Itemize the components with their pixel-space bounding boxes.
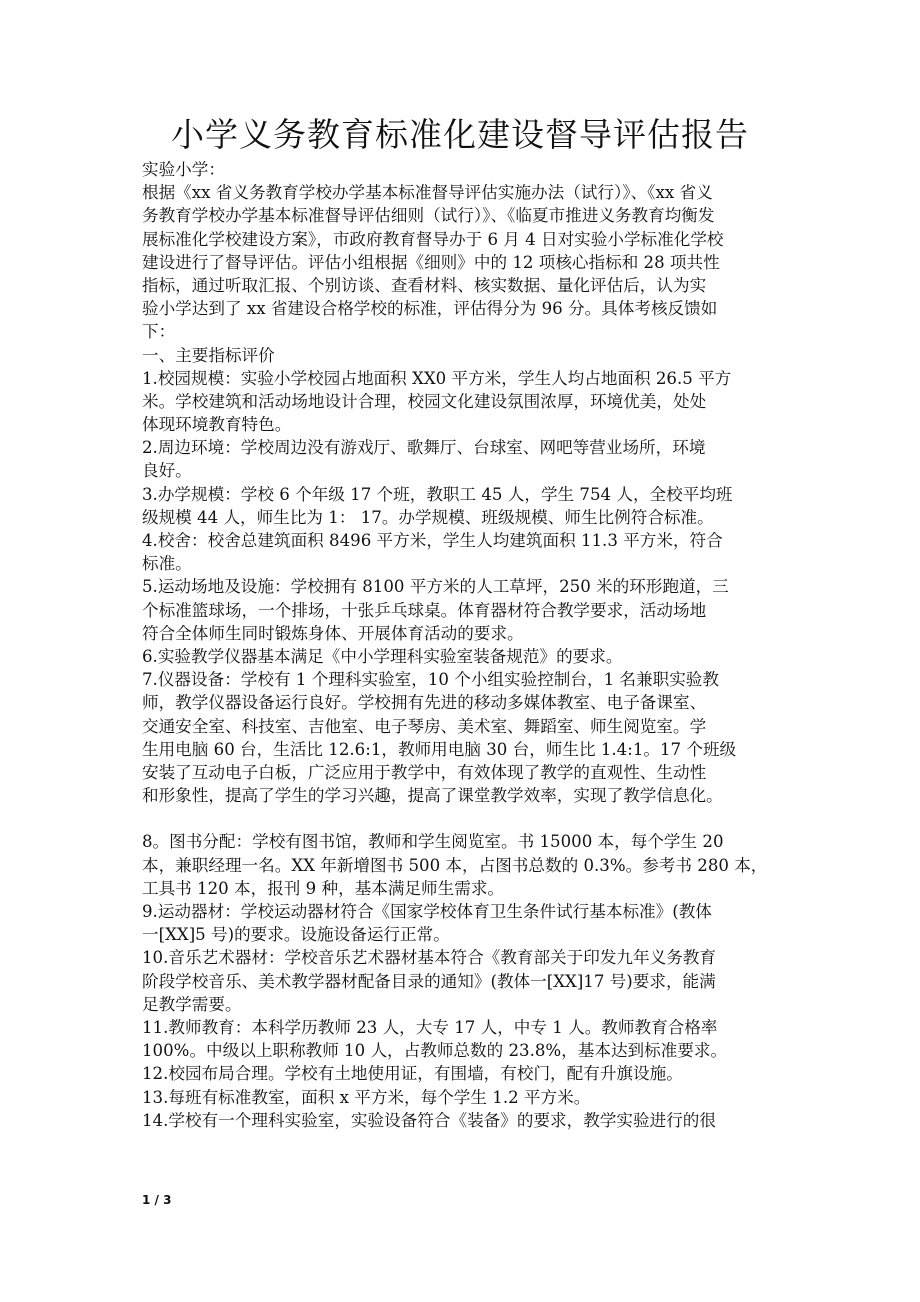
text-line: 下： [142,322,176,342]
text-line: 1.校园规模：实验小学校园占地面积 XX0 平方米，学生人均占地面积 26.5 平方 [142,368,732,388]
text-line: 实验小学： [142,160,225,179]
text-line: 米。学校建筑和活动场地设计合理，校园文化建设氛围浓厚，环境优美，处处 [142,391,707,411]
text-line: 3.办学规模：学校 6 个年级 17 个班，教职工 45 人，学生 754 人，全校平均班 [142,484,733,504]
text-line: 一、主要指标评价 [142,345,275,365]
text-line: 8。图书分配：学校有图书馆，教师和学生阅览室。书 15000 本，每个学生 20 [142,832,724,852]
text-line: 生用电脑 60 台，生活比 12.6:1，教师用电脑 30 台，师生比 1.4:1。17 个班级 [142,739,737,759]
text-line: 4.校舍：校舍总建筑面积 8496 平方米，学生人均建筑面积 11.3 平方米，符合 [142,531,723,550]
text-line: 和形象性，提高了学生的学习兴趣，提高了课堂教学效率，实现了教学信息化。 [142,786,723,806]
text-line: 级规模 44 人，师生比为 1： 17。办学规模、班级规模、师生比例符合标准。 [142,507,714,527]
text-line: 指标，通过听取汇报、个别访谈、查看材料、核实数据、量化评估后，认为实 [142,275,707,295]
text-line: 标准。 [142,554,192,574]
document-body [142,158,794,1132]
text-line: 工具书 120 本，报刊 9 种，基本满足师生需求。 [142,878,505,898]
text-line: 展标准化学校建设方案》，市政府教育督导办于 6 月 4 日对实验小学标准化学校 [142,229,724,249]
text-line: 个标准篮球场，一个排场，十张乒乓球桌。体育器材符合教学要求，活动场地 [142,600,707,620]
text-line: 建设进行了督导评估。评估小组根据《细则》中的 12 项核心指标和 28 项共性 [142,252,720,272]
text-line: 12.校园布局合理。学校有土地使用证，有围墙，有校门，配有升旗设施。 [142,1064,683,1084]
text-line: 100%。中级以上职称教师 10 人，占教师总数的 23.8%，基本达到标准要求。 [142,1041,728,1061]
text-line: 根据《xx 省义务教育学校办学基本标准督导评估实施办法（试行）》、《xx 省义 [142,183,713,203]
text-line: 2.周边环境：学校周边没有游戏厅、歌舞厅、台球室、网吧等营业场所，环境 [142,438,706,458]
text-line: 本，兼职经理一名。XX 年新增图书 500 本，占图书总数的 0.3%。参考书 280 本， [142,855,768,875]
blank-line [142,807,794,830]
text-line: 11.教师教育：本科学历教师 23 人，大专 17 人，中专 1 人。教师教育合格率 [142,1017,718,1037]
text-line: 体现环境教育特色。 [142,415,292,435]
text-line: 一[XX]5 号)的要求。设施设备运行正常。 [142,925,450,945]
text-line: 阶段学校音乐、美术教学器材配备目录的通知》(教体一[XX]17 号)要求，能满 [142,971,716,991]
text-line: 务教育学校办学基本标准督导评估细则（试行）》、《临夏市推进义务教育均衡发 [142,206,715,226]
text-line: 14.学校有一个理科实验室，实验设备符合《装备》的要求，教学实验进行的很 [142,1110,716,1130]
text-line: 验小学达到了 xx 省建设合格学校的标准，评估得分为 96 分。具体考核反馈如 [142,299,718,319]
page-number: 1 / 3 [142,1193,172,1207]
text-line: 7.仪器设备：学校有 1 个理科实验室，10 个小组实验控制台，1 名兼职实验教 [142,670,719,690]
document-title: 小学义务教育标准化建设督导评估报告 [171,115,749,154]
text-line: 9.运动器材：学校运动器材符合《国家学校体育卫生条件试行基本标准》(教体 [142,902,712,921]
text-line: 足教学需要。 [142,994,242,1014]
text-line: 6.实验教学仪器基本满足《中小学理科实验室装备规范》的要求。 [142,646,623,666]
text-line: 符合全体师生同时锻炼身体、开展体育活动的要求。 [142,623,524,643]
text-line: 交通安全室、科技室、吉他室、电子琴房、美术室、舞蹈室、师生阅览室。学 [142,716,707,736]
text-line: 10.音乐艺术器材：学校音乐艺术器材基本符合《教育部关于印发九年义务教育 [142,948,716,968]
text-line: 良好。 [142,461,192,481]
text-line: 5.运动场地及设施：学校拥有 8100 平方米的人工草坪，250 米的环形跑道，三 [142,577,729,597]
text-line: 安装了互动电子白板，广泛应用于教学中，有效体现了教学的直观性、生动性 [142,762,707,782]
text-line: 师，教学仪器设备运行良好。学校拥有先进的移动多媒体教室、电子备课室、 [142,693,707,713]
text-line: 13.每班有标准教室，面积 x 平方米，每个学生 1.2 平方米。 [142,1087,591,1107]
